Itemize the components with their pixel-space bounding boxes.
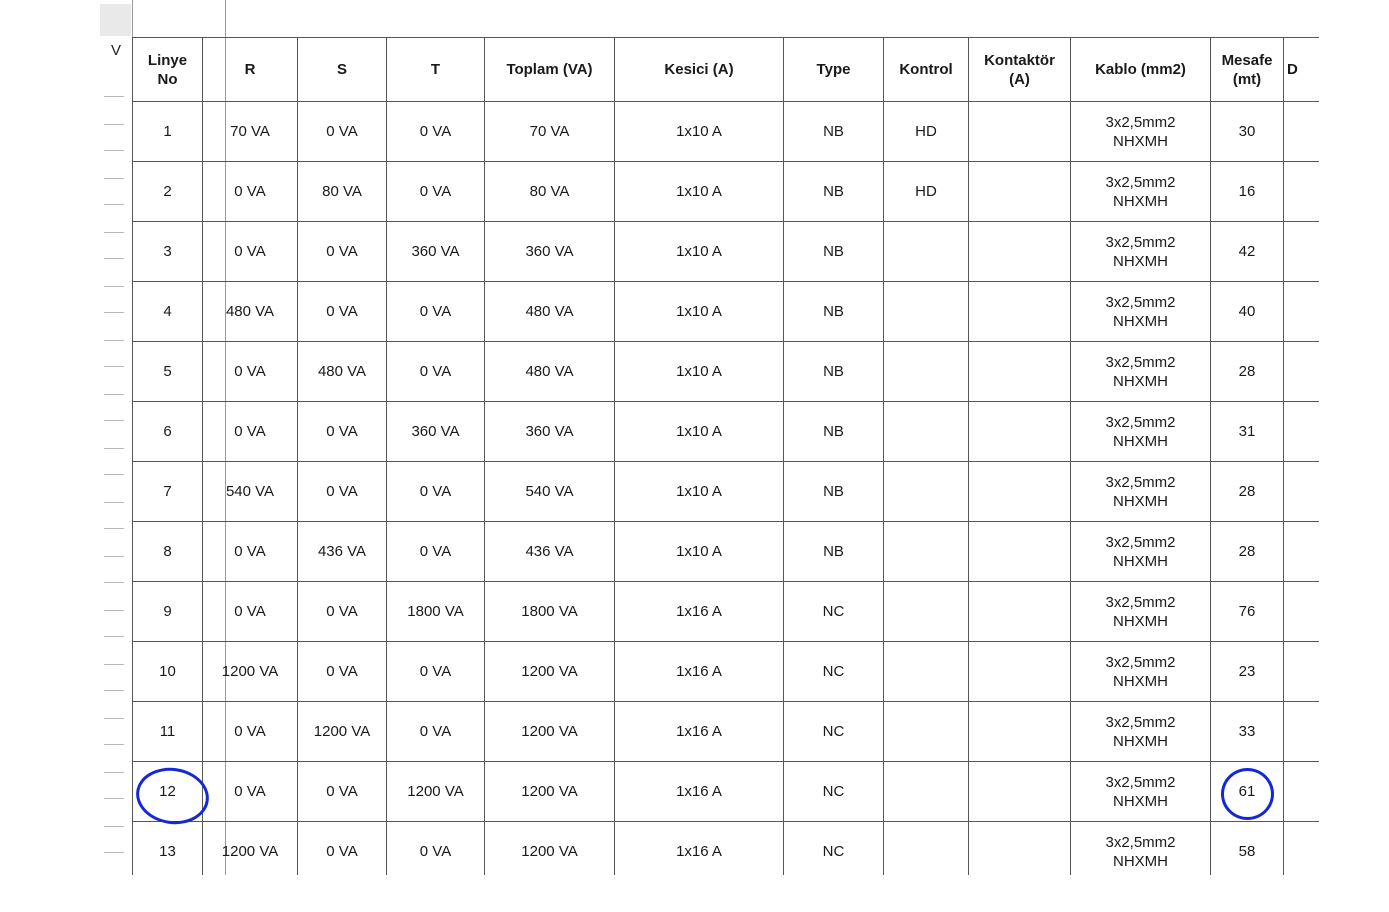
table-row (133, 162, 1320, 222)
cell-type[interactable]: NB (784, 282, 884, 342)
cell-toplam[interactable]: 436 VA (485, 522, 615, 582)
cell-mesafe[interactable]: 58 (1211, 822, 1284, 876)
header-type[interactable]: Type (784, 38, 884, 102)
row-tick (104, 582, 124, 583)
cell-kablo[interactable] (1071, 822, 1211, 876)
cable-type: NHXMH (1113, 432, 1168, 450)
table-row (133, 642, 1320, 702)
cell-kontrol[interactable] (884, 762, 969, 822)
row-tick (104, 474, 124, 475)
cell-r[interactable]: 0 VA (203, 522, 298, 582)
cell-type[interactable]: NB (784, 222, 884, 282)
cell-type[interactable]: NC (784, 762, 884, 822)
cell-linye-no[interactable]: 10 (133, 642, 203, 702)
cell-toplam[interactable]: 480 VA (485, 282, 615, 342)
cell-r[interactable]: 0 VA (203, 582, 298, 642)
row-tick (104, 528, 124, 529)
cell-t[interactable]: 360 VA (387, 222, 485, 282)
row-tick (104, 826, 124, 827)
cell-kontaktor[interactable] (969, 462, 1071, 522)
cell-mesafe[interactable]: 28 (1211, 342, 1284, 402)
table-row (133, 102, 1320, 162)
cable-size: 3x2,5mm2 (1105, 593, 1176, 611)
cell-type[interactable]: NB (784, 402, 884, 462)
cable-type: NHXMH (1113, 192, 1168, 210)
cable-size: 3x2,5mm2 (1105, 173, 1176, 191)
header-next-column[interactable]: D (1284, 38, 1320, 102)
cell-next[interactable] (1284, 642, 1320, 702)
row-tick (104, 96, 124, 97)
cell-linye-no[interactable]: 2 (133, 162, 203, 222)
cell-linye-no[interactable]: 7 (133, 462, 203, 522)
cell-kablo[interactable] (1071, 222, 1211, 282)
row-tick (104, 124, 124, 125)
row-tick (104, 178, 124, 179)
cell-mesafe[interactable]: 61 (1211, 762, 1284, 822)
cell-kesici[interactable]: 1x10 A (615, 282, 784, 342)
cell-r[interactable]: 540 VA (203, 462, 298, 522)
cell-next[interactable] (1284, 162, 1320, 222)
cell-t[interactable]: 0 VA (387, 282, 485, 342)
cell-kablo[interactable] (1071, 522, 1211, 582)
row-tick (104, 312, 124, 313)
cell-s[interactable]: 480 VA (298, 342, 387, 402)
table-row (133, 522, 1320, 582)
cell-linye-no[interactable]: 8 (133, 522, 203, 582)
cell-kesici[interactable]: 1x10 A (615, 222, 784, 282)
cell-kesici[interactable]: 1x16 A (615, 702, 784, 762)
table-row (133, 402, 1320, 462)
cell-mesafe[interactable]: 33 (1211, 702, 1284, 762)
cell-kontaktor[interactable] (969, 282, 1071, 342)
cell-kablo[interactable] (1071, 582, 1211, 642)
cell-t[interactable]: 1800 VA (387, 582, 485, 642)
table-row (133, 342, 1320, 402)
cell-kontrol[interactable] (884, 822, 969, 876)
cell-r[interactable]: 480 VA (203, 282, 298, 342)
cell-s[interactable]: 0 VA (298, 462, 387, 522)
cell-kontrol[interactable] (884, 582, 969, 642)
cell-t[interactable]: 0 VA (387, 462, 485, 522)
table-row (133, 282, 1320, 342)
cell-kontaktor[interactable] (969, 762, 1071, 822)
cell-linye-no[interactable]: 12 (133, 762, 203, 822)
cell-r[interactable]: 1200 VA (203, 822, 298, 876)
cell-s[interactable]: 0 VA (298, 282, 387, 342)
cell-next[interactable] (1284, 462, 1320, 522)
row-tick (104, 286, 124, 287)
cell-kontaktor[interactable] (969, 162, 1071, 222)
cable-size: 3x2,5mm2 (1105, 473, 1176, 491)
cell-kablo[interactable] (1071, 282, 1211, 342)
cell-kesici[interactable]: 1x16 A (615, 762, 784, 822)
cell-toplam[interactable]: 70 VA (485, 102, 615, 162)
cable-type: NHXMH (1113, 612, 1168, 630)
cell-kesici[interactable]: 1x16 A (615, 822, 784, 876)
cell-next[interactable] (1284, 342, 1320, 402)
cable-size: 3x2,5mm2 (1105, 413, 1176, 431)
header-mesafe[interactable]: Mesafe (mt) (1211, 38, 1284, 102)
cell-kontrol[interactable] (884, 282, 969, 342)
cell-t[interactable]: 1200 VA (387, 762, 485, 822)
header-kontaktor[interactable]: Kontaktör (A) (969, 38, 1071, 102)
cell-type[interactable]: NC (784, 642, 884, 702)
cell-kesici[interactable]: 1x10 A (615, 342, 784, 402)
cell-t[interactable]: 0 VA (387, 702, 485, 762)
cell-toplam[interactable]: 1200 VA (485, 702, 615, 762)
row-tick (104, 690, 124, 691)
cell-kablo[interactable] (1071, 402, 1211, 462)
row-tick (104, 502, 124, 503)
cell-linye-no[interactable]: 3 (133, 222, 203, 282)
cell-kablo[interactable] (1071, 162, 1211, 222)
row-tick (104, 798, 124, 799)
cell-s[interactable]: 0 VA (298, 762, 387, 822)
cable-type: NHXMH (1113, 252, 1168, 270)
cell-kontaktor[interactable] (969, 642, 1071, 702)
cell-kesici[interactable]: 1x10 A (615, 462, 784, 522)
row-tick (104, 394, 124, 395)
cell-type[interactable]: NB (784, 102, 884, 162)
row-tick (104, 420, 124, 421)
header-s[interactable]: S (298, 38, 387, 102)
cell-r[interactable]: 0 VA (203, 402, 298, 462)
header-t[interactable]: T (387, 38, 485, 102)
cell-linye-no[interactable]: 4 (133, 282, 203, 342)
cell-next[interactable] (1284, 702, 1320, 762)
cable-size: 3x2,5mm2 (1105, 533, 1176, 551)
cell-type[interactable]: NC (784, 582, 884, 642)
cell-kontrol[interactable]: HD (884, 102, 969, 162)
cell-kontaktor[interactable] (969, 822, 1071, 876)
cell-s[interactable]: 0 VA (298, 102, 387, 162)
cable-type: NHXMH (1113, 792, 1168, 810)
cell-kontrol[interactable] (884, 522, 969, 582)
cell-r[interactable]: 0 VA (203, 702, 298, 762)
cell-kablo[interactable] (1071, 462, 1211, 522)
cell-t[interactable]: 0 VA (387, 822, 485, 876)
cable-type: NHXMH (1113, 132, 1168, 150)
row-tick (104, 150, 124, 151)
row-header-strip (100, 0, 133, 875)
circuit-schedule-table (132, 37, 1319, 875)
cable-size: 3x2,5mm2 (1105, 713, 1176, 731)
cell-t[interactable]: 0 VA (387, 102, 485, 162)
cable-type: NHXMH (1113, 312, 1168, 330)
cell-type[interactable]: NC (784, 702, 884, 762)
cell-next[interactable] (1284, 222, 1320, 282)
cell-r[interactable]: 0 VA (203, 762, 298, 822)
cell-t[interactable]: 0 VA (387, 522, 485, 582)
cell-kontaktor[interactable] (969, 342, 1071, 402)
cell-kablo[interactable] (1071, 102, 1211, 162)
cell-toplam[interactable]: 1200 VA (485, 642, 615, 702)
table-row (133, 762, 1320, 822)
cell-toplam[interactable]: 1200 VA (485, 822, 615, 876)
cell-linye-no[interactable]: 6 (133, 402, 203, 462)
cable-size: 3x2,5mm2 (1105, 113, 1176, 131)
row-tick (104, 448, 124, 449)
cell-kontrol[interactable] (884, 222, 969, 282)
cell-toplam[interactable]: 1200 VA (485, 762, 615, 822)
cell-kablo[interactable] (1071, 762, 1211, 822)
column-letter: V (111, 42, 122, 59)
table-row (133, 582, 1320, 642)
cable-type: NHXMH (1113, 552, 1168, 570)
cell-r[interactable]: 70 VA (203, 102, 298, 162)
cell-kesici[interactable]: 1x10 A (615, 102, 784, 162)
corner-select-all[interactable] (100, 4, 131, 36)
cell-kontrol[interactable]: HD (884, 162, 969, 222)
cell-r[interactable]: 0 VA (203, 342, 298, 402)
cell-r[interactable]: 0 VA (203, 162, 298, 222)
cell-s[interactable]: 0 VA (298, 642, 387, 702)
cell-next[interactable] (1284, 822, 1320, 876)
cell-mesafe[interactable]: 28 (1211, 462, 1284, 522)
cell-next[interactable] (1284, 582, 1320, 642)
cell-s[interactable]: 0 VA (298, 822, 387, 876)
cell-linye-no[interactable]: 1 (133, 102, 203, 162)
cell-kesici[interactable]: 1x16 A (615, 642, 784, 702)
row-tick (104, 232, 124, 233)
cell-kablo[interactable] (1071, 342, 1211, 402)
cell-kontaktor[interactable] (969, 102, 1071, 162)
cell-type[interactable]: NC (784, 822, 884, 876)
cell-t[interactable]: 0 VA (387, 642, 485, 702)
cell-mesafe[interactable]: 28 (1211, 522, 1284, 582)
cable-size: 3x2,5mm2 (1105, 653, 1176, 671)
cell-type[interactable]: NB (784, 522, 884, 582)
row-tick (104, 204, 124, 205)
spreadsheet-table-view (132, 37, 1319, 875)
cable-type: NHXMH (1113, 372, 1168, 390)
table-row (133, 822, 1320, 876)
cell-s[interactable]: 1200 VA (298, 702, 387, 762)
cell-s[interactable]: 0 VA (298, 402, 387, 462)
cable-type: NHXMH (1113, 492, 1168, 510)
header-kesici[interactable]: Kesici (A) (615, 38, 784, 102)
cell-s[interactable]: 0 VA (298, 582, 387, 642)
cell-mesafe[interactable]: 42 (1211, 222, 1284, 282)
cell-toplam[interactable]: 480 VA (485, 342, 615, 402)
header-linye-no[interactable]: Linye No (133, 38, 203, 102)
cell-kontaktor[interactable] (969, 522, 1071, 582)
row-tick (104, 744, 124, 745)
cell-s[interactable]: 80 VA (298, 162, 387, 222)
cell-linye-no[interactable]: 9 (133, 582, 203, 642)
cell-toplam[interactable]: 360 VA (485, 402, 615, 462)
cell-kablo[interactable] (1071, 642, 1211, 702)
cell-r[interactable]: 1200 VA (203, 642, 298, 702)
row-tick (104, 366, 124, 367)
cell-toplam[interactable]: 540 VA (485, 462, 615, 522)
cell-s[interactable]: 436 VA (298, 522, 387, 582)
cable-size: 3x2,5mm2 (1105, 353, 1176, 371)
table-row (133, 222, 1320, 282)
cell-next[interactable] (1284, 402, 1320, 462)
cell-kontrol[interactable] (884, 642, 969, 702)
cell-t[interactable]: 0 VA (387, 342, 485, 402)
cell-r[interactable]: 0 VA (203, 222, 298, 282)
header-toplam[interactable]: Toplam (VA) (485, 38, 615, 102)
cell-kontrol[interactable] (884, 702, 969, 762)
cable-type: NHXMH (1113, 732, 1168, 750)
cell-s[interactable]: 0 VA (298, 222, 387, 282)
row-tick (104, 772, 124, 773)
cell-kontrol[interactable] (884, 402, 969, 462)
header-kontrol[interactable]: Kontrol (884, 38, 969, 102)
cell-kontaktor[interactable] (969, 702, 1071, 762)
cell-mesafe[interactable]: 30 (1211, 102, 1284, 162)
cable-size: 3x2,5mm2 (1105, 293, 1176, 311)
cable-size: 3x2,5mm2 (1105, 833, 1176, 851)
cell-kesici[interactable]: 1x10 A (615, 402, 784, 462)
cell-kesici[interactable]: 1x16 A (615, 582, 784, 642)
cell-kontaktor[interactable] (969, 222, 1071, 282)
cell-next[interactable] (1284, 762, 1320, 822)
table-body (133, 102, 1320, 876)
cell-type[interactable]: NB (784, 162, 884, 222)
row-tick (104, 664, 124, 665)
cell-mesafe[interactable]: 40 (1211, 282, 1284, 342)
cell-t[interactable]: 0 VA (387, 162, 485, 222)
row-tick (104, 610, 124, 611)
cell-kontrol[interactable] (884, 342, 969, 402)
cell-kesici[interactable]: 1x10 A (615, 522, 784, 582)
cell-t[interactable]: 360 VA (387, 402, 485, 462)
cell-toplam[interactable]: 1800 VA (485, 582, 615, 642)
cell-toplam[interactable]: 360 VA (485, 222, 615, 282)
header-r[interactable]: R (203, 38, 298, 102)
cell-mesafe[interactable]: 31 (1211, 402, 1284, 462)
table-row (133, 462, 1320, 522)
cell-mesafe[interactable]: 23 (1211, 642, 1284, 702)
cell-linye-no[interactable]: 11 (133, 702, 203, 762)
cell-next[interactable] (1284, 282, 1320, 342)
cell-kontaktor[interactable] (969, 402, 1071, 462)
cell-kablo[interactable] (1071, 702, 1211, 762)
cell-kesici[interactable]: 1x10 A (615, 162, 784, 222)
cell-kontaktor[interactable] (969, 582, 1071, 642)
table-row (133, 702, 1320, 762)
row-tick (104, 556, 124, 557)
header-kablo[interactable]: Kablo (mm2) (1071, 38, 1211, 102)
cable-size: 3x2,5mm2 (1105, 233, 1176, 251)
row-tick (104, 636, 124, 637)
cell-type[interactable]: NB (784, 342, 884, 402)
cell-type[interactable]: NB (784, 462, 884, 522)
cell-toplam[interactable]: 80 VA (485, 162, 615, 222)
cable-type: NHXMH (1113, 672, 1168, 690)
cell-next[interactable] (1284, 522, 1320, 582)
cell-next[interactable] (1284, 102, 1320, 162)
cell-linye-no[interactable]: 5 (133, 342, 203, 402)
cable-size: 3x2,5mm2 (1105, 773, 1176, 791)
cable-type: NHXMH (1113, 852, 1168, 870)
cell-mesafe[interactable]: 16 (1211, 162, 1284, 222)
row-tick (104, 258, 124, 259)
header-row (133, 38, 1320, 102)
row-tick (104, 718, 124, 719)
cell-kontrol[interactable] (884, 462, 969, 522)
row-tick (104, 852, 124, 853)
row-tick (104, 340, 124, 341)
cell-mesafe[interactable]: 76 (1211, 582, 1284, 642)
cell-linye-no[interactable]: 13 (133, 822, 203, 876)
